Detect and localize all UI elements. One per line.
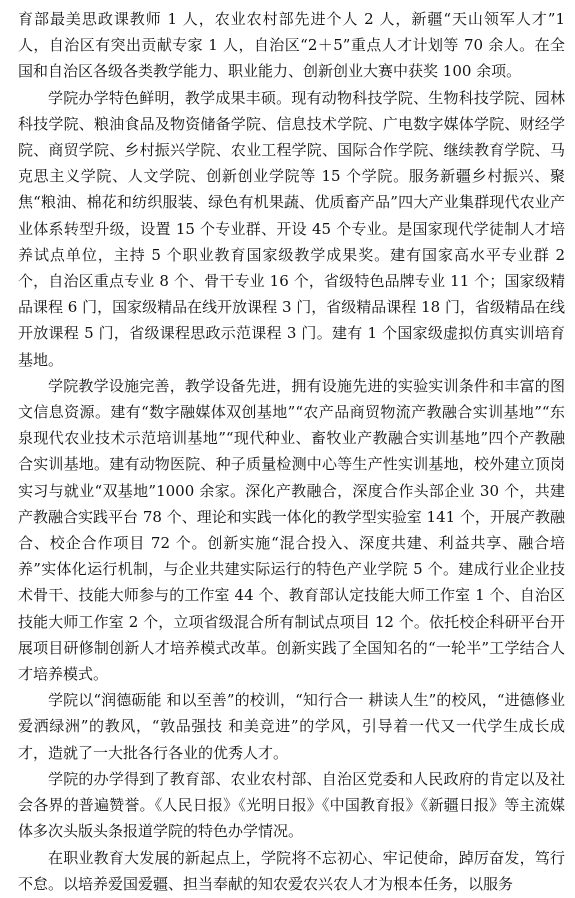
paragraph-facilities-and-industry: 学院教学设施完善，教学设备先进，拥有设施先进的实验实训条件和丰富的图文信息资源。建有“数字融媒体双创基地”“农产品商贸物流产教融合实训基地”“东泉现代农业技术示范培训基地”“现代种业、畜牧业产教融合实训基地”四个产教融合实训基地。建有动物医院、种子质量检测中心等生产性实训基地，校外建立顶岗实习与就业“双基地”1000 余家。深化产教融合，深度合作头部企业 30 个，共建产教融合实践平台 78 个、理论和实践一体化的教学型实验室 141 个，开展产教融合、校企合作项目 72 个。创新实施“混合投入、深度共建、利益共享、融合培养”实体化运行机制，与企业共建实际运行的特色产业学院 5 个。建成行业企业技术骨干、技能大师参与的工作室 44 个、教育部认定技能大师工作室 1 个、自治区技能大师工作室 2 个，立项省级混合所有制试点项目 12 个。依托校企科研平台开展项目研修制创新人才培养模式改革。创新实践了全国知名的“一轮半”工学结合人才培养模式。 xyxy=(18,376,565,684)
paragraph-school-motto: 学院以“润德砺能 和以至善”的校训，“知行合一 耕读人生”的校风，“进德修业 爱洒绿洲”的教风，“敦品强技 和美竞进”的学风，引导着一代又一代学生成长成才，造就了一大批各行各业的优秀人才。 xyxy=(18,691,565,762)
paragraph-new-starting-point: 在职业教育大发展的新起点上，学院将不忘初心、牢记使命，踔厉奋发，笃行不怠。以培养爱国爱疆、担当奉献的知农爱农兴农人才为根本任务，以服务 xyxy=(18,848,565,893)
paragraph-recognition-media: 学院的办学得到了教育部、农业农村部、自治区党委和人民政府的肯定以及社会各界的普遍赞誉。《人民日报》《光明日报》《中国教育报》《新疆日报》等主流媒体多次头版头条报道学院的特色办学情况。 xyxy=(18,769,565,841)
paragraph-faculty-awards: 育部最美思政课教师 1 人，农业农村部先进个人 2 人，新疆“天山领军人才”1 人，自治区有突出贡献专家 1 人，自治区“2＋5”重点人才计划等 70 余人。在全国和自治区各级各类教学能力、职业能力、创新创业大赛中获奖 100 余项。 xyxy=(18,10,565,81)
paragraph-schools-and-majors: 学院办学特色鲜明，教学成果丰硕。现有动物科技学院、生物科技学院、园林科技学院、粮油食品及物资储备学院、信息技术学院、广电数字媒体学院、财经学院、商贸学院、乡村振兴学院、农业工程学院、国际合作学院、继续教育学院、马克思主义学院、人文学院、创新创业学院等 15 个学院。服务新疆乡村振兴、聚焦“粮油、棉花和纺织服装、绿色有机果蔬、优质畜产品”四大产业集群现代农业产业体系转型升级，设置 15 个专业群、开设 45 个专业。是国家现代学徒制人才培养试点单位，主持 5 个职业教育国家级教学成果奖。建有国家高水平专业群 2 个，自治区重点专业 8 个、骨干专业 16 个，省级特色品牌专业 11 个；国家级精品课程 6 门，国家级精品在线开放课程 3 门，省级精品课程 18 门，省级精品在线开放课程 5 门，省级课程思政示范课程 3 门。建有 1 个国家级虚拟仿真实训培育基地。 xyxy=(18,88,565,369)
